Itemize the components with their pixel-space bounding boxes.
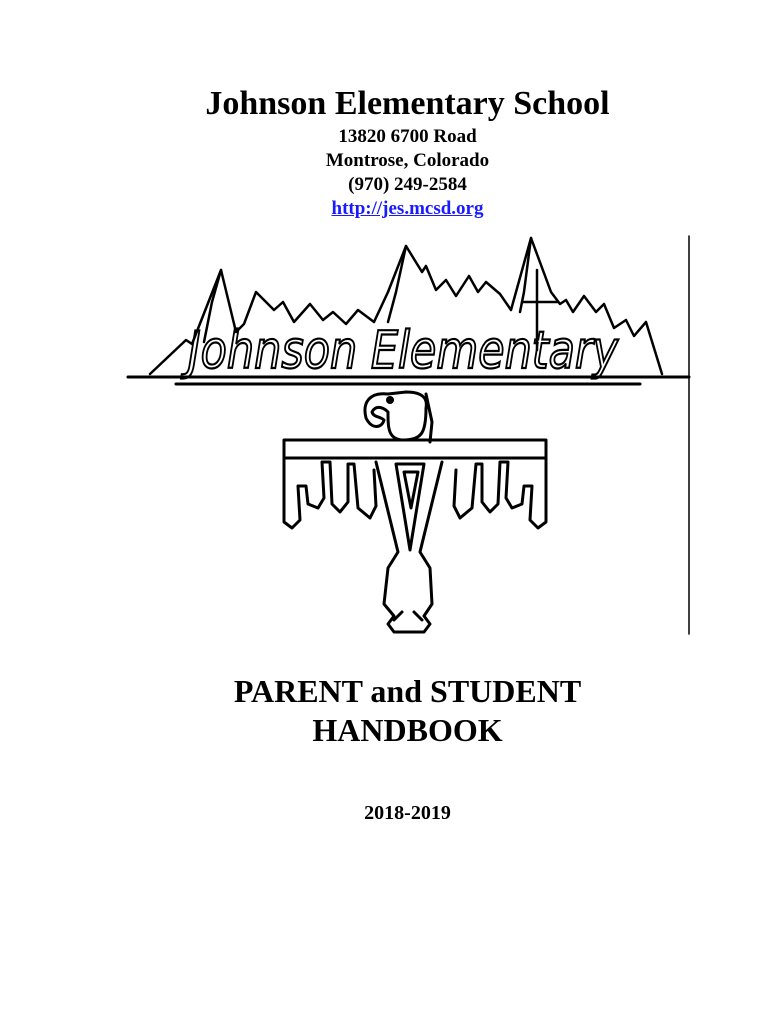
school-address-block — [0, 125, 770, 221]
handbook-title — [0, 672, 770, 750]
school-name: Johnson Elementary School — [205, 85, 610, 122]
city-state: Montrose, Colorado — [325, 150, 490, 171]
logo-wordmark: Johnson Elementary — [180, 321, 620, 381]
handbook-title-line1: PARENT and STUDENT — [233, 673, 582, 709]
school-logo — [126, 232, 692, 638]
street-address: 13820 6700 Road — [338, 126, 477, 147]
handbook-title-line2: HANDBOOK — [312, 712, 503, 748]
thunderbird-icon — [284, 392, 546, 632]
school-year: 2018-2019 — [364, 802, 451, 824]
phone-number: (970) 249-2584 — [348, 174, 467, 195]
website-line — [0, 197, 770, 221]
website-link[interactable]: http://jes.mcsd.org — [331, 198, 484, 219]
